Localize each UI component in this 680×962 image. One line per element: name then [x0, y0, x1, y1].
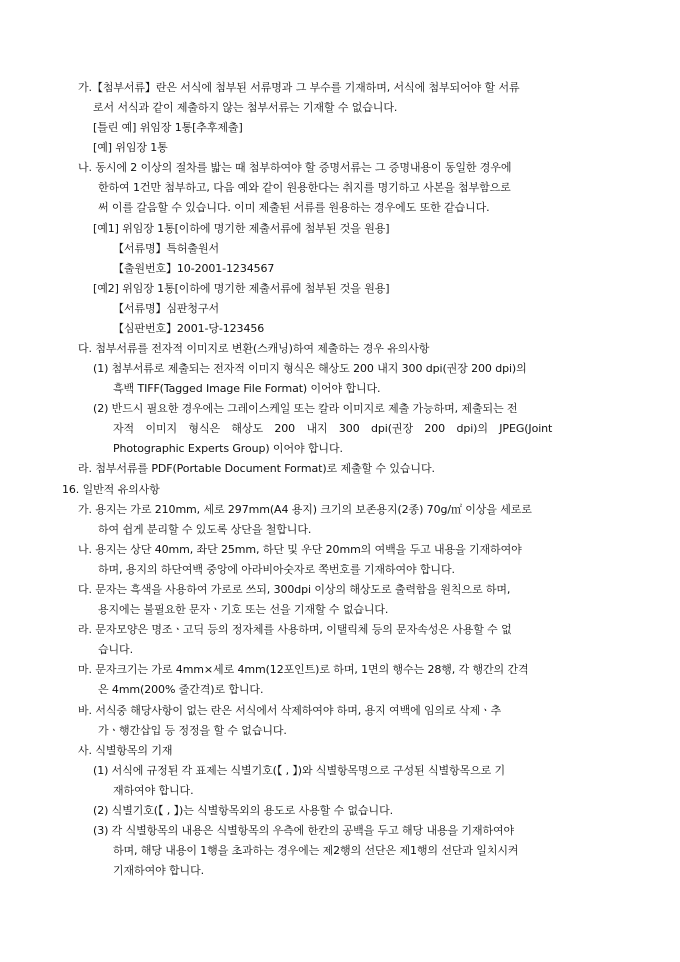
- text-line: 나. 동시에 2 이상의 절차를 밟는 때 첨부하여야 할 증명서류는 그 증명내용이 동일한 경우에: [78, 161, 512, 174]
- text-line: 흑백 TIFF(Tagged Image File Format) 이어야 합니다.: [113, 382, 381, 395]
- text-line: 【출원번호】10-2001-1234567: [113, 262, 275, 275]
- text-line: (3) 각 식별항목의 내용은 식별항목의 우측에 한칸의 공백을 두고 해당 내용을 기재하여야: [93, 824, 515, 837]
- text-line: 한하여 1건만 첨부하고, 다음 예와 같이 원용한다는 취지를 명기하고 사본을 첨부함으로: [98, 181, 511, 194]
- text-line: 은 4mm(200% 줄간격)로 합니다.: [98, 683, 264, 696]
- text-line: 【심판번호】2001-당-123456: [113, 322, 265, 335]
- text-line: (2) 반드시 필요한 경우에는 그레이스케일 또는 칼라 이미지로 제출 가능하며, 제출되는 전: [93, 402, 518, 415]
- text-line: (2) 식별기호(【 , 】)는 식별항목외의 용도로 사용할 수 없습니다.: [93, 804, 394, 817]
- text-line: 기재하여야 합니다.: [113, 864, 205, 877]
- text-line: 라. 첨부서류를 PDF(Portable Document Format)로 제출할 수 있습니다.: [78, 462, 435, 475]
- text-line: 하며, 해당 내용이 1행을 초과하는 경우에는 제2행의 선단은 제1행의 선단과 일치시켜: [113, 844, 519, 857]
- text-line: 로서 서식과 같이 제출하지 않는 첨부서류는 기재할 수 없습니다.: [93, 101, 398, 114]
- text-line: 하며, 용지의 하단여백 중앙에 아라비아숫자로 쪽번호를 기재하여야 합니다.: [98, 563, 455, 576]
- text-line: 사. 식별항목의 기재: [78, 744, 173, 757]
- text-line: [예2] 위임장 1통[이하에 명기한 제출서류에 첨부된 것을 원용]: [93, 282, 390, 295]
- text-line: 자적 이미지 형식은 해상도 200 내지 300 dpi(권장 200 dpi)의 JPEG(Joint: [113, 422, 553, 435]
- text-line: 나. 용지는 상단 40mm, 좌단 25mm, 하단 및 우단 20mm의 여백을 두고 내용을 기재하여야: [78, 543, 522, 556]
- text-line: [예1] 위임장 1통[이하에 명기한 제출서류에 첨부된 것을 원용]: [93, 222, 390, 235]
- text-line: 가. 용지는 가로 210mm, 세로 297mm(A4 용지) 크기의 보존용지(2종) 70g/㎡ 이상을 세로로: [78, 503, 532, 516]
- text-line: 하여 쉽게 분리할 수 있도록 상단을 철합니다.: [98, 523, 312, 536]
- text-line: 마. 문자크기는 가로 4mm×세로 4mm(12포인트)로 하며, 1면의 행수는 28행, 각 행간의 간격: [78, 663, 529, 676]
- text-line: (1) 첨부서류로 제출되는 전자적 이미지 형식은 해상도 200 내지 300 dpi(권장 200 dpi)의: [93, 362, 527, 375]
- text-line: 라. 문자모양은 명조ㆍ고딕 등의 정자체를 사용하며, 이탤릭체 등의 문자속성은 사용할 수 없: [78, 623, 512, 636]
- text-line: 용지에는 불필요한 문자ㆍ기호 또는 선을 기재할 수 없습니다.: [98, 603, 389, 616]
- text-line: 재하여야 합니다.: [113, 784, 194, 797]
- text-line: 습니다.: [98, 643, 133, 656]
- text-line: 가ㆍ행간삽입 등 정정을 할 수 없습니다.: [98, 724, 287, 737]
- text-line: 【서류명】특허출원서: [113, 242, 220, 255]
- text-line: 【서류명】심판청구서: [113, 302, 220, 315]
- text-line: 써 이를 갈음할 수 있습니다. 이미 제출된 서류를 원용하는 경우에도 또한 같습니다.: [98, 201, 490, 214]
- text-line: [예] 위임장 1통: [93, 141, 168, 154]
- text-line: 16. 일반적 유의사항: [62, 483, 160, 496]
- text-line: 다. 첨부서류를 전자적 이미지로 변환(스캐닝)하여 제출하는 경우 유의사항: [78, 342, 430, 355]
- text-line: 가.【첨부서류】란은 서식에 첨부된 서류명과 그 부수를 기재하며, 서식에 첨부되어야 할 서류: [78, 81, 520, 94]
- text-line: [틀린 예] 위임장 1통[추후제출]: [93, 121, 243, 134]
- text-line: Photographic Experts Group) 이어야 합니다.: [113, 442, 343, 455]
- text-line: (1) 서식에 규정된 각 표제는 식별기호(【 , 】)와 식별항목명으로 구성된 식별항목으로 기: [93, 764, 506, 777]
- text-line: 다. 문자는 흑색을 사용하여 가로로 쓰되, 300dpi 이상의 해상도로 출력함을 원칙으로 하며,: [78, 583, 511, 596]
- text-line: 바. 서식중 해당사항이 없는 란은 서식에서 삭제하여야 하며, 용지 여백에 임의로 삭제ㆍ추: [78, 704, 502, 717]
